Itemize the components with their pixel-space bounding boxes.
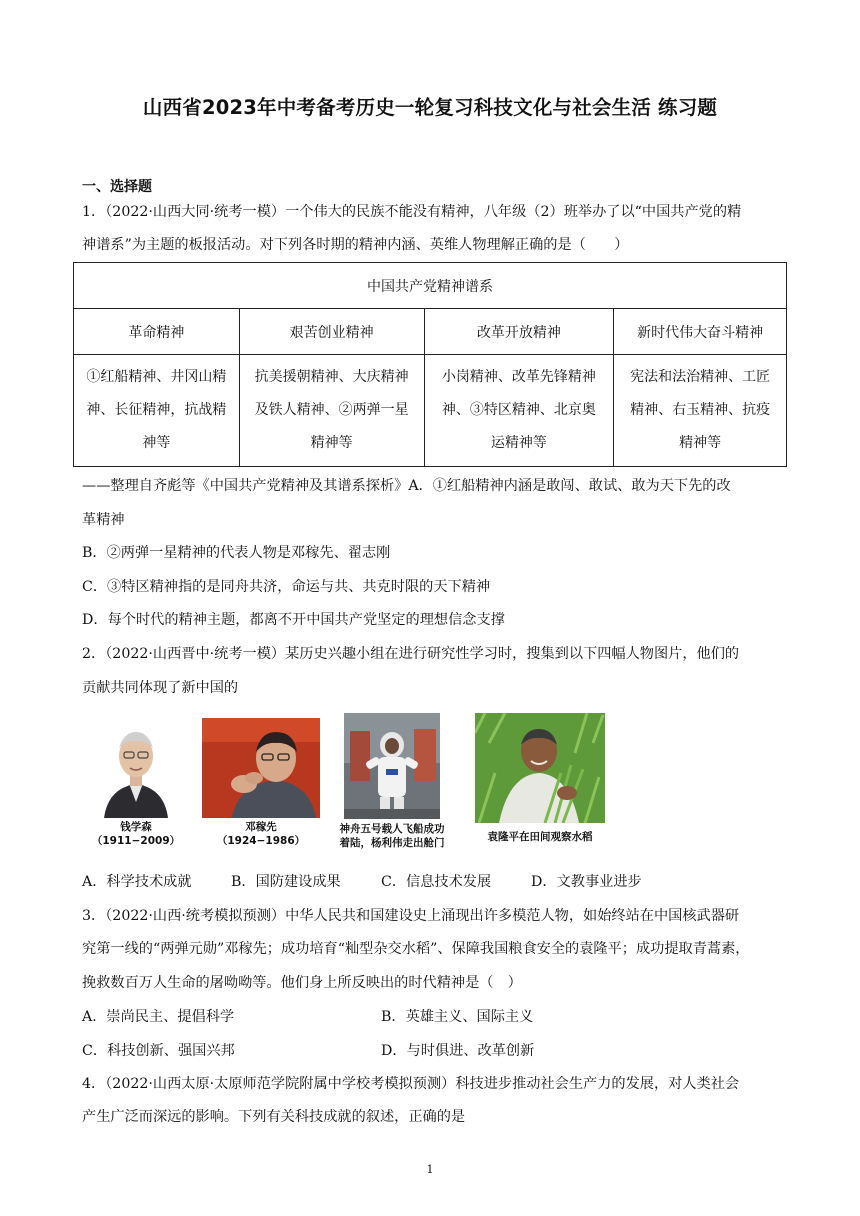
q3-option-c: C．科技创新、强国兴邦 (82, 1043, 235, 1059)
q3-option-d: D．与时俱进、改革创新 (381, 1043, 535, 1059)
section-heading: 一、选择题 (82, 179, 152, 195)
q1-option-d: D．每个时代的精神主题，都离不开中国共产党坚定的理想信念支撑 (82, 612, 505, 628)
deng-jiaxian-photo (202, 718, 320, 818)
q3-stem-line3: 挽救数百万人生命的屠呦呦等。他们身上所反映出的时代精神是（ ） (82, 975, 522, 991)
q3-option-b: B．英雄主义、国际主义 (381, 1009, 534, 1025)
table-column-header: 改革开放精神 (424, 309, 614, 355)
page-number: 1 (426, 1163, 434, 1176)
caption-yuan-longping: 袁隆平在田间观察水稻 (487, 831, 593, 843)
page-title: 山西省2023年中考备考历史一轮复习科技文化与社会生活 练习题 (142, 96, 718, 119)
q4-stem-line1: 4．（2022·山西太原·太原师范学院附属中学校考模拟预测）科技进步推动社会生产力的发展，对人类社会 (82, 1076, 740, 1092)
q3-stem-line2: 究第一线的“两弹元勋”邓稼先；成功培育“籼型杂交水稻”、保障我国粮食安全的袁隆平；成功提取青蒿素， (82, 941, 750, 957)
q1-stem-line2: 神谱系”为主题的板报活动。对下列各时期的精神内涵、英维人物理解正确的是（ ） (82, 237, 629, 253)
table-cell: ①红船精神、井冈山精 神、长征精神，抗战精 神等 (74, 355, 240, 467)
q1-source-line2: 革精神 (82, 512, 125, 528)
yuan-longping-photo (475, 713, 605, 823)
q3-stem-line1: 3．（2022·山西·统考模拟预测）中华人民共和国建设史上涌现出许多模范人物，如始终站在中国核武器研 (82, 908, 740, 924)
caption-qian-xuesen: 钱学森 （1911−2009） (91, 821, 181, 847)
caption-deng-jiaxian: 邓稼先 （1924−1986） (216, 821, 306, 847)
table-column-header: 革命精神 (74, 309, 240, 355)
q2-option-c: C．信息技术发展 (381, 874, 492, 890)
q2-stem-line2: 贡献共同体现了新中国的 (82, 680, 239, 696)
q3-options-row2 (82, 1040, 534, 1060)
spirit-table (73, 262, 787, 467)
table-column-header: 艰苦创业精神 (239, 309, 424, 355)
q2-option-a: A．科学技术成就 (82, 874, 192, 890)
q2-options (82, 871, 642, 891)
q2-option-b: B．国防建设成果 (231, 874, 341, 890)
q1-option-b: B．②两弹一星精神的代表人物是邓稼先、翟志刚 (82, 545, 391, 561)
q2-stem-line1: 2．（2022·山西晋中·统考一模）某历史兴趣小组在进行研究性学习时，搜集到以下四幅人物图片，他们的 (82, 646, 740, 662)
q3-option-a: A．崇尚民主、提倡科学 (82, 1009, 235, 1025)
q1-source-line1: ——整理自齐彪等《中国共产党精神及其谱系探析》A．①红船精神内涵是敢闯、敢试、敢为天下先的改 (82, 478, 731, 494)
table-header: 中国共产党精神谱系 (74, 263, 787, 309)
table-column-header: 新时代伟大奋斗精神 (614, 309, 787, 355)
shenzhou-5-photo (344, 713, 440, 819)
table-cell: 宪法和法治精神、工匠 精神、右玉精神、抗疫 精神等 (614, 355, 787, 467)
q2-option-d: D．文教事业进步 (531, 874, 642, 890)
caption-shenzhou-5: 神舟五号载人飞船成功 着陆，杨利伟走出舱门 (339, 823, 445, 849)
table-cell: 小岗精神、改革先锋精神 神、③特区精神、北京奥 运精神等 (424, 355, 614, 467)
q4-stem-line2: 产生广泛而深远的影响。下列有关科技成就的叙述，正确的是 (82, 1109, 466, 1125)
q3-options-row1 (82, 1006, 533, 1026)
q1-stem-line1: 1．（2022·山西大同·统考一模）一个伟大的民族不能没有精神，八年级（2）班举办了以“中国共产党的精 (82, 204, 742, 220)
table-cell: 抗美援朝精神、大庆精神 及铁人精神、②两弹一星 精神等 (239, 355, 424, 467)
q1-option-c: C．③特区精神指的是同舟共济，命运与共、共克时限的天下精神 (82, 579, 491, 595)
qian-xuesen-portrait (94, 718, 178, 818)
